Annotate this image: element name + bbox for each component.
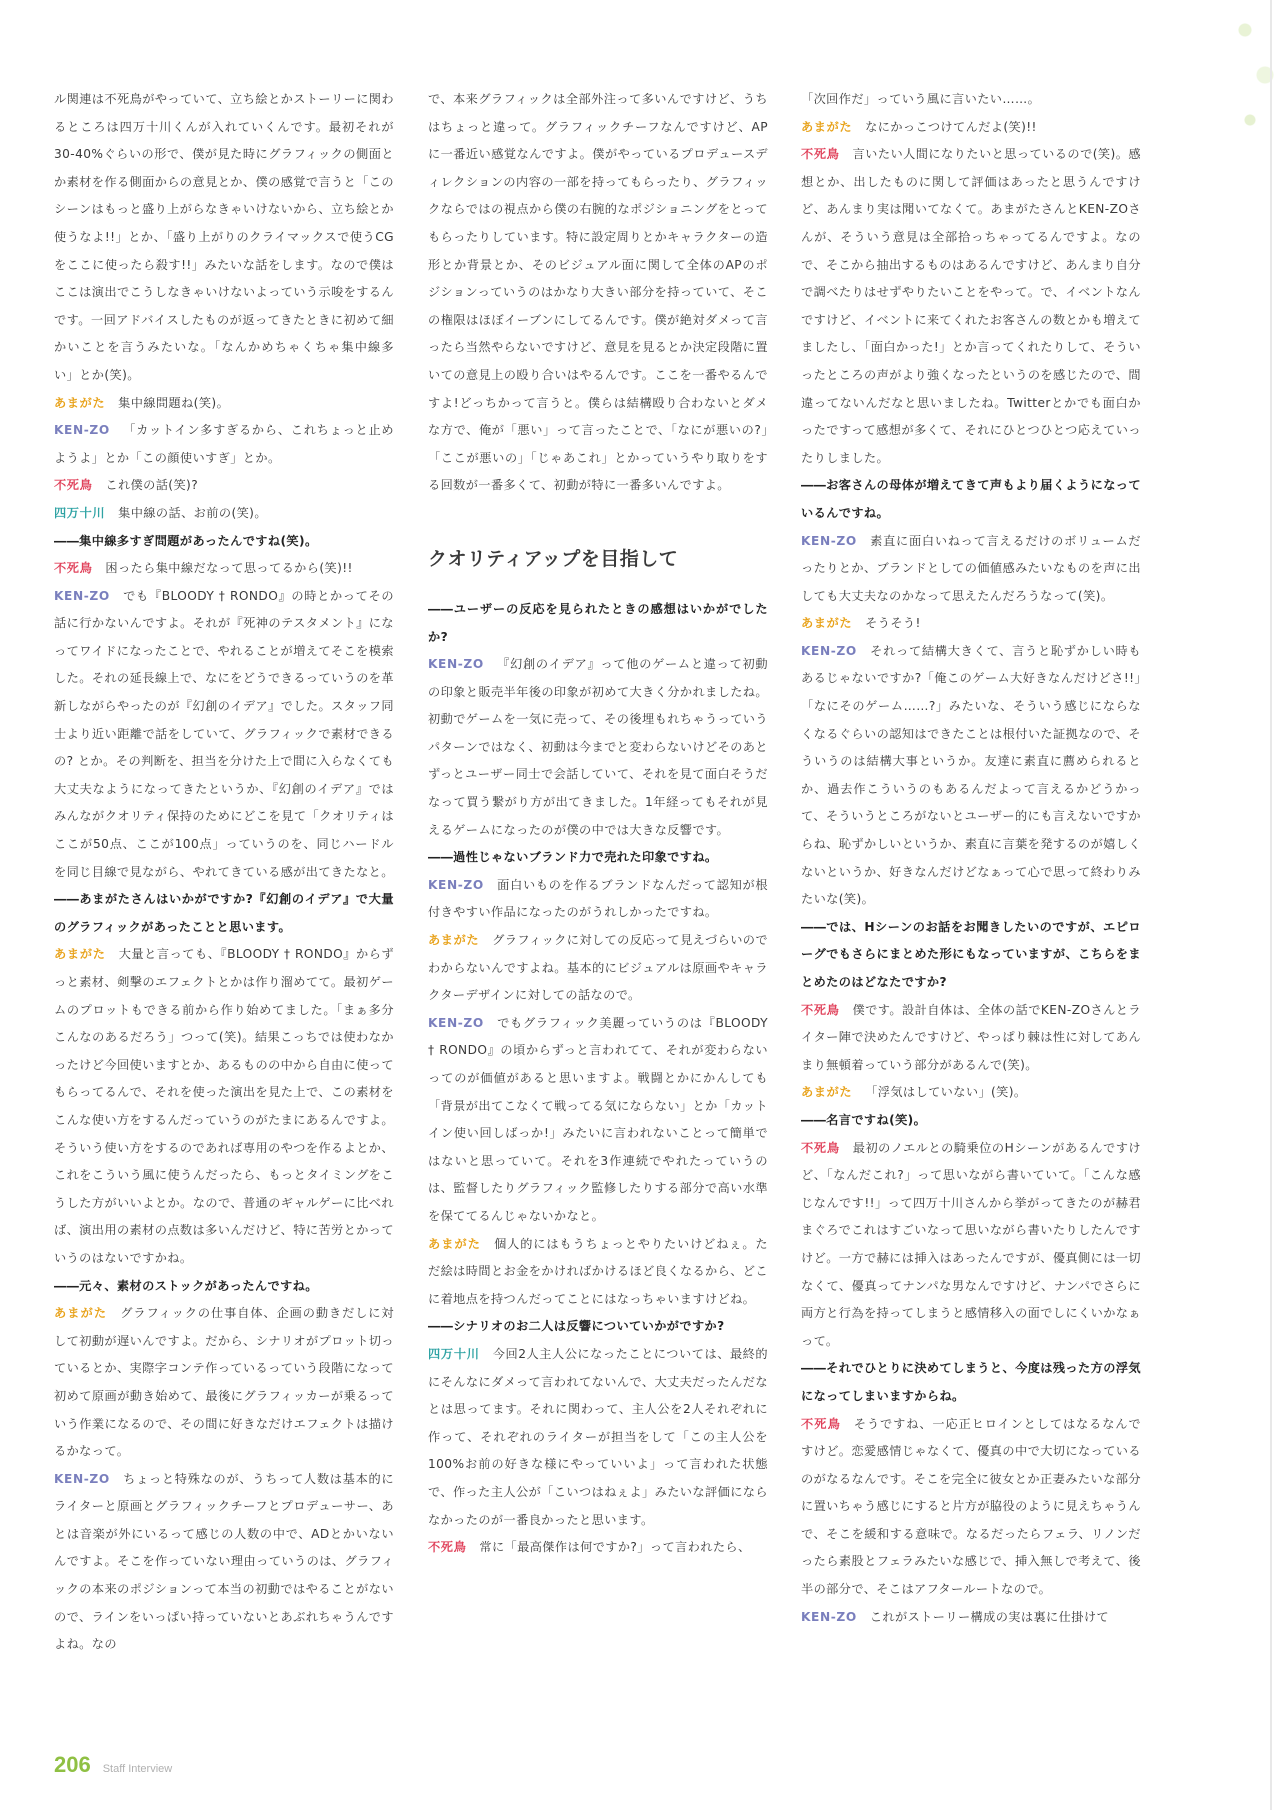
- speaker-kenzo: KEN-ZO: [428, 1015, 484, 1030]
- dialogue-text: 「浮気はしていない」(笑)。: [865, 1085, 1027, 1100]
- speaker-shimanto: 四万十川: [54, 505, 106, 520]
- dialogue-line: [801, 141, 1141, 472]
- speaker-fushichou: 不死鳥: [54, 561, 93, 576]
- text-column-2: [428, 86, 768, 1562]
- speaker-fushichou: 不死鳥: [801, 1140, 840, 1155]
- speaker-kenzo: KEN-ZO: [428, 657, 484, 672]
- speaker-amagata: あまがた: [54, 947, 106, 962]
- corner-decoration: [1230, 0, 1280, 150]
- dialogue-text: 「カットイン多すぎるから、これちょっと止めようよ」とか「この顔使いすぎ」とか。: [54, 423, 394, 465]
- speaker-kenzo: KEN-ZO: [54, 423, 110, 438]
- dialogue-text: 素直に面白いねって言えるだけのボリュームだったりとか、ブランドとしての価値感みたいなものを声に出しても大丈夫なのかなって思えたんだろうなって(笑)。: [801, 533, 1141, 603]
- dialogue-line: [54, 472, 394, 500]
- speaker-fushichou: 不死鳥: [801, 147, 840, 162]
- dialogue-text: でも『BLOODY † RONDO』の時とかってその話に行かないんですよ。それが『死神のテスタメント』になってワイドになったことで、やれることが増えてそこを模索した。それの延長線上で、なにをどうできるっていうのを革新しながらやったのが『幻創のイデア』でした。スタッフ同士より近い距離で話をしていて、グラフィックで素材できるの? とか。その判断を、担当を分けた上で間に入らなくても大丈夫なようになってきたというか、『幻創のイデア』ではみんながクオリティ保持のためにどこを見て「クオリティはここが50点、ここが100点」っていうのを、同じハードルを同じ目線で見ながら、やれてきている感が出てきたなと。: [54, 588, 394, 879]
- dialogue-text: そうそう!: [865, 616, 921, 631]
- dialogue-text: グラフィックの仕事自体、企画の動きだしに対して初動が遅いんですよ。だから、シナリオがプロット切っているとか、実際字コンテ作っているっていう段階になって初めて原画が動き始めて、最後にグラフィッカーが乗るっていう作業になるので、その間に好きなだけエフェクトは描けるかなって。: [54, 1306, 394, 1459]
- dialogue-text: ちょっと特殊なのが、うちって人数は基本的にライターと原画とグラフィックチーフとプロデューサー、あとは音楽が外にいるって感じの人数の中で、ADとかいないんですよ。そこを作っていない理由っていうのは、グラフィックの本来のポジションって本当の初動ではやることがないので、ラインをいっぱい持っていないとあぶれちゃうんですよね。なの: [54, 1471, 394, 1652]
- speaker-shimanto: 四万十川: [428, 1346, 480, 1361]
- speaker-amagata: あまがた: [54, 1306, 108, 1321]
- speaker-amagata: あまがた: [428, 1236, 482, 1251]
- interviewer-question: ――元々、素材のストックがあったんですね。: [54, 1278, 318, 1293]
- dialogue-text: 集中線の話、お前の(笑)。: [118, 505, 267, 520]
- dialogue-line: [801, 1135, 1141, 1356]
- dialogue-text: そうですね、一応正ヒロインとしてはなるなんですけど。恋愛感情じゃなくて、優真の中で大切になっているのがなるなんです。そこを完全に彼女とか正妻みたいな部分に置いちゃう感じにすると片方が脇役のように見えちゃうんで、そこを緩和する意味で。なるだったらフェラ、リノンだったら素股とフェラみたいな感じで、挿入無しで考えて、後半の部分で、そこはアフタールートなので。: [801, 1416, 1141, 1597]
- dialogue-text: これ僕の話(笑)?: [105, 478, 199, 493]
- interviewer-question: ――それでひとりに決めてしまうと、今度は残った方の浮気になってしまいますからね。: [801, 1361, 1141, 1403]
- section-heading: クオリティアップを目指して: [428, 547, 679, 570]
- dialogue-line: [801, 997, 1141, 1080]
- dialogue-line: [54, 941, 394, 1272]
- dialogue-line: [801, 1079, 1141, 1107]
- speaker-fushichou: 不死鳥: [801, 1416, 841, 1431]
- dialogue-line: [54, 1466, 394, 1659]
- dialogue-text: グラフィックに対しての反応って見えづらいのでわからないんですよね。基本的にビジュアルは原画やキャラクターデザインに対しての話なので。: [428, 933, 768, 1003]
- speaker-amagata: あまがた: [801, 616, 853, 631]
- text-column-1: [54, 86, 394, 1659]
- dialogue-text: これがストーリー構成の実は裏に仕掛けて: [869, 1609, 1109, 1624]
- page-footer: [54, 1752, 172, 1778]
- speaker-fushichou: 不死鳥: [801, 1002, 840, 1017]
- dialogue-text: 『幻創のイデア』って他のゲームと違って初動の印象と販売半年後の印象が初めて大きく分かれましたね。初動でゲームを一気に売って、その後埋もれちゃうっていうパターンではなく、初動は今までと変わらないけどそのあとずっとユーザー同士で会話していて、それを見て面白そうだなって買う繋がり方が出てきました。1年経ってもそれが見えるゲームになったのが僕の中では大きな反響です。: [428, 657, 768, 837]
- dialogue-line: [428, 927, 768, 1010]
- dialogue-line: [428, 1341, 768, 1534]
- dialogue-text: 面白いものを作るブランドなんだって認知が根付きやすい作品になったのがうれしかったですね。: [428, 877, 768, 920]
- interviewer-question: ――あまがたさんはいかがですか?『幻創のイデア』で大量のグラフィックがあったことと思います。: [54, 892, 394, 934]
- dialogue-line: [54, 555, 394, 583]
- dialogue-text: 最初のノエルとの騎乗位のHシーンがあるんですけど、「なんだこれ?」って思いながら書いていて。「こんな感じなんです!!」って四万十川さんから挙がってきたのが赫君まぐろでこれはすごいなって思いながら書いたりしたんですけど。一方で赫には挿入はあったんですが、優真側には一切なくて、優真ってナンパな男なんですけど、ナンパでさらに両方と行為を持ってしまうと感情移入の面でしにくいかなぁって。: [801, 1140, 1141, 1348]
- speaker-amagata: あまがた: [801, 119, 853, 134]
- paragraph: 「次回作だ」っていう風に言いたい……。: [801, 92, 1041, 106]
- interviewer-question: ――集中線多すぎ問題があったんですね(笑)。: [54, 533, 318, 548]
- dialogue-text: 今回2人主人公になったことについては、最終的にそんなにダメって言われてないんで、大丈夫だったんだなとは思ってます。それに関わって、主人公を2人それぞれに作って、それぞれのライターが担当をして「この主人公を100%お前の好きな様にやっていいよ」って言われた状態で、作った主人公が「こいつはねぇよ」みたいな評価にならなかったのが一番良かったと思います。: [428, 1346, 769, 1527]
- speaker-fushichou: 不死鳥: [428, 1540, 467, 1555]
- dialogue-text: 常に「最高傑作は何ですか?」って言われたら、: [479, 1540, 751, 1555]
- page-number: 206: [54, 1752, 91, 1777]
- dialogue-line: [801, 528, 1141, 611]
- interviewer-question: ――シナリオのお二人は反響についていかがですか?: [428, 1319, 725, 1334]
- interviewer-question: ――過性じゃないブランド力で売れた印象ですね。: [428, 850, 718, 865]
- dialogue-text: 集中線問題ね(笑)。: [118, 395, 230, 410]
- dialogue-line: [801, 638, 1141, 914]
- speaker-kenzo: KEN-ZO: [801, 643, 857, 658]
- speaker-kenzo: KEN-ZO: [801, 1609, 857, 1624]
- speaker-kenzo: KEN-ZO: [54, 588, 110, 603]
- text-column-3: [801, 86, 1141, 1631]
- dialogue-line: [428, 1534, 768, 1562]
- speaker-kenzo: KEN-ZO: [801, 533, 857, 548]
- dialogue-text: なにかっこつけてんだよ(笑)!!: [865, 119, 1037, 134]
- speaker-amagata: あまがた: [801, 1085, 853, 1100]
- dialogue-line: [428, 1231, 768, 1314]
- dialogue-line: [428, 651, 768, 844]
- dialogue-text: 言いたい人間になりたいと思っているので(笑)。感想とか、出したものに関して評価はあったと思うんですけど、あんまり実は聞いてなくて。あまがたさんとKEN-ZOさんが、そういう意見は全部拾っちゃってるんですよ。なので、そこから抽出するものはあるんですけど、あんまり自分で調べたりはせずやりたいことをやって。で、イベントなんですけど、イベントに来てくれたお客さんの数とかも増えてましたし、「面白かった!」とか言ってくれたりして、そういったところの声がより強くなったというのを感じたので、間違ってないんだなと思いましたね。Twitterとかでも面白かったですって感想が多くて、それにひとつひとつ応えていったりしました。: [801, 147, 1141, 465]
- speaker-kenzo: KEN-ZO: [428, 877, 484, 892]
- section-label: Staff Interview: [102, 1763, 173, 1775]
- dialogue-text: 僕です。設計自体は、全体の話でKEN-ZOさんとライター陣で決めたんですけど、やっぱり棘は性に対してあんまり無頓着っていう部分があるんで(笑)。: [801, 1002, 1141, 1072]
- dialogue-text: 個人的にはもうちょっとやりたいけどねぇ。ただ絵は時間とお金をかければかけるほど良くなるから、どこに着地点を持つんだってことにはなっちゃいますけどね。: [428, 1236, 768, 1306]
- interviewer-question: ――ユーザーの反応を見られたときの感想はいかがでしたか?: [428, 601, 768, 644]
- dialogue-line: [801, 114, 1141, 142]
- dialogue-line: [54, 500, 394, 528]
- dialogue-line: [801, 610, 1141, 638]
- speaker-amagata: あまがた: [54, 395, 106, 410]
- paragraph: で、本来グラフィックは全部外注って多いんですけど、うちはちょっと違って。グラフィックチーフなんですけど、APに一番近い感覚なんですよ。僕がやっているプロデュースディレクションの内容の一部を持ってもらったり、グラフィックならではの視点から僕の右腕的なポジショニングをとってもらったりしています。特に設定周りとかキャラクターの造形とか背景とか、そのビジュアル面に関して全体のAPのポジションっていうのはかなり大きい部分を持っていて、そこの権限はほぼイーブンにしてるんです。僕が絶対ダメって言ったら当然やらないですけど、意見を見るとか決定段階に置いての意見上の殴り合いはやるんです。ここを一番やるんですよ!どっちかって言うと。僕らは結構殴り合わないとダメな方で、俺が「悪い」って言ったことで、「なにが悪いの?」「ここが悪いの」「じゃあこれ」とかっていうやり取りをする回数が一番多くて、初動が特に一番多いんですよ。: [428, 92, 768, 493]
- dialogue-line: [428, 872, 768, 927]
- dialogue-line: [801, 1411, 1141, 1604]
- paragraph: ル関連は不死鳥がやっていて、立ち絵とかストーリーに関わるところは四万十川くんが入れていくんです。最初それが30-40%ぐらいの形で、僕が見た時にグラフィックの側面とか素材を作る側面からの意見とか、僕の感覚で言うと「このシーンはもっと盛り上がらなきゃいけないから、立ち絵とか使うなよ!!」とか、「盛り上がりのクライマックスで使うCGをここに使ったら殺す!!」みたいな話をします。なので僕はここは演出でこうしなきゃいけないよっていう示唆をするんです。一回アドバイスしたものが返ってきたときに初めて細かいことを言うみたいな。「なんかめちゃくちゃ集中線多い」とか(笑)。: [54, 92, 394, 382]
- dialogue-text: それって結構大きくて、言うと恥ずかしい時もあるじゃないですか?「俺このゲーム大好きなんだけどさ!!」「なにそのゲーム……?」みたいな、そういう感じにならなくなるぐらいの認知はできたことは根付いた証拠なので、そういうのは結構大事というか。友達に素直に薦められるとか、過去作こういうのもあるんだよって言えるかどうかって、そういうところがないとユーザー的にも言えないですからね、恥ずかしいというか、素直に言葉を発するのが嬉しくないというか、好きなんだけどなぁって心で思って終わりみたいな(笑)。: [801, 643, 1141, 907]
- speaker-fushichou: 不死鳥: [54, 478, 93, 493]
- dialogue-line: [428, 1010, 768, 1231]
- speaker-kenzo: KEN-ZO: [54, 1471, 110, 1486]
- interviewer-question: ――名言ですね(笑)。: [801, 1112, 927, 1127]
- page-edge: [1270, 0, 1272, 1810]
- dialogue-line: [801, 1604, 1141, 1632]
- dialogue-line: [54, 1300, 394, 1466]
- dialogue-line: [54, 417, 394, 472]
- dialogue-text: でもグラフィック美麗っていうのは『BLOODY † RONDO』の頃からずっと言われてて、それが変わらないってのが価値があると思いますよ。戦闘とかにかんしても「背景が出てこなくて戦ってる気にならない」とか「カットイン使い回しばっか!」みたいに言われないことって簡単ではないと思っていて。それを3作連続でやれたっていうのは、監督したりグラフィック監修したりする部分で高い水準を保ててるんじゃないかなと。: [428, 1015, 768, 1223]
- dialogue-text: 大量と言っても、『BLOODY † RONDO』からずっと素材、剣撃のエフェクトとかは作り溜めてて。最初ゲームのプロットもできる前から作り始めてました。「まぁ多分こんなのあるだろう」つって(笑)。結果こっちでは使わなかったけど今回使いますとか、あるものの中から自由に使ってもらってるんで、それを使った演出を見た上で、この素材をこんな使い方をするんだっていうのがたまにあるんですよ。そういう使い方をするのであれば専用のやつを作るよとか、これをこういう風に使うんだったら、もっとタイミングをこうした方がいいよとか。なので、普通のギャルゲーに比べれば、演出用の素材の点数は多いんだけど、特に苦労とかっていうのはないですかね。: [54, 947, 394, 1265]
- interviewer-question: ――お客さんの母体が増えてきて声もより届くようになっているんですね。: [801, 478, 1141, 520]
- interviewer-question: ――では、Hシーンのお話をお聞きしたいのですが、エピローグでもさらにまとめた形にもなっていますが、こちらをまとめたのはどなたですか?: [801, 919, 1141, 989]
- dialogue-line: [54, 583, 394, 887]
- dialogue-line: [54, 390, 394, 418]
- dialogue-text: 困ったら集中線だなって思ってるから(笑)!!: [105, 561, 353, 576]
- speaker-amagata: あまがた: [428, 933, 480, 948]
